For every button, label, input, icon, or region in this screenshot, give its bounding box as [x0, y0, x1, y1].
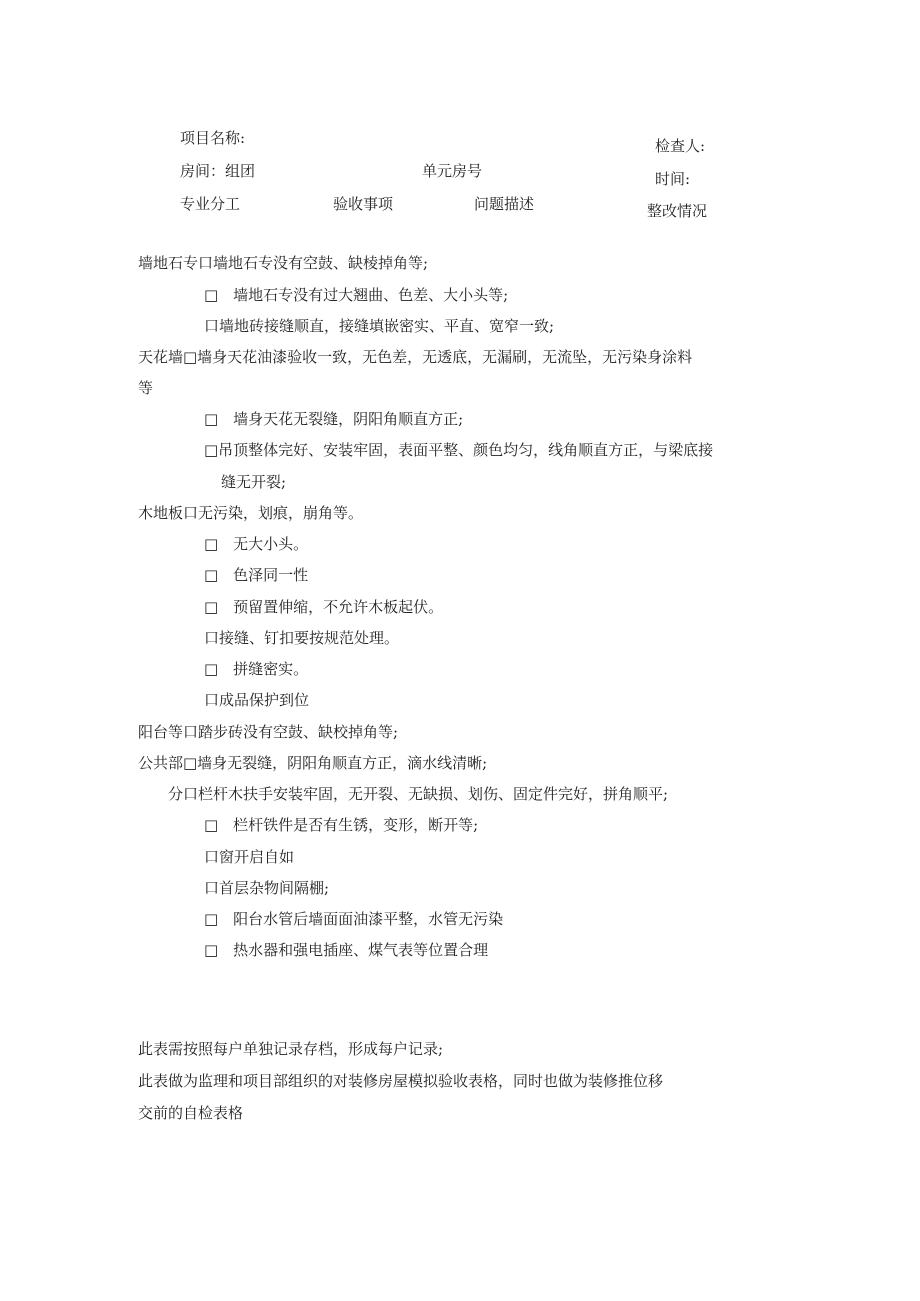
checklist-line: 口首层杂物间隔棚;	[204, 879, 330, 897]
checklist-line: 墙地石专口墙地石专没有空鼓、缺棱掉角等;	[138, 254, 429, 272]
column-specialty: 专业分工	[180, 195, 241, 213]
checklist-line: 天花墙□墙身天花油漆验收一致，无色差，无透底，无漏刷，无流坠，无污染身涂料	[138, 348, 693, 366]
unit-room-label: 单元房号	[422, 162, 483, 180]
column-rectify: 整改情况	[647, 202, 708, 220]
checklist-line: 分口栏杆木扶手安装牢固，无开裂、无缺损、划伤、固定件完好，拼角顺平;	[168, 785, 669, 803]
checklist-line: 口墙地砖接缝顺直，接缝填嵌密实、平直、宽窄一致;	[204, 317, 555, 335]
note-line: 此表需按照每户单独记录存档，形成每户记录;	[138, 1040, 444, 1058]
checklist-line: 口窗开启自如	[204, 848, 295, 866]
checklist-line: □ 墙地石专没有过大翘曲、色差、大小头等;	[204, 286, 509, 304]
checklist-line: □ 无大小头。	[204, 535, 309, 553]
column-item: 验收事项	[333, 195, 394, 213]
checklist-line: 口成品保护到位	[204, 691, 310, 709]
checklist-line: 口接缝、钉扣要按规范处理。	[204, 629, 400, 647]
checklist-line: □ 栏杆铁件是否有生锈，变形，断开等;	[204, 816, 479, 834]
checklist-line: 等	[138, 379, 154, 397]
checklist-line: □ 色泽同一性	[204, 566, 309, 584]
room-label: 房间：组团	[180, 162, 256, 180]
checklist-line: 阳台等口踏步砖没有空鼓、缺校掉角等;	[138, 723, 399, 741]
checklist-line: □吊顶整体完好、安装牢固，表面平整、颜色均匀，线角顺直方正，与梁底接	[204, 441, 714, 459]
checklist-line: □ 热水器和强电插座、煤气表等位置合理	[204, 941, 489, 959]
checklist-line: □ 拼缝密实。	[204, 660, 309, 678]
checklist-line: 缝无开裂;	[221, 473, 287, 491]
time-label: 时间:	[655, 170, 691, 188]
checklist-line: □ 墙身天花无裂缝，阴阳角顺直方正;	[204, 410, 464, 428]
checklist-line: 木地板口无污染，划痕，崩角等。	[138, 504, 364, 522]
checklist-line: 公共部□墙身无裂缝，阴阳角顺直方正，滴水线清晰;	[138, 754, 488, 772]
project-name-label: 项目名称:	[180, 129, 246, 147]
column-problem: 问题描述	[474, 195, 535, 213]
note-line: 交前的自检表格	[138, 1104, 244, 1122]
note-line: 此表做为监理和项目部组织的对装修房屋模拟验收表格，同时也做为装修推位移	[138, 1072, 664, 1090]
checklist-line: □ 阳台水管后墙面面油漆平整，水管无污染	[204, 910, 504, 928]
inspector-label: 检查人:	[655, 137, 706, 155]
checklist-line: □ 预留置伸缩，不允许木板起伏。	[204, 598, 444, 616]
